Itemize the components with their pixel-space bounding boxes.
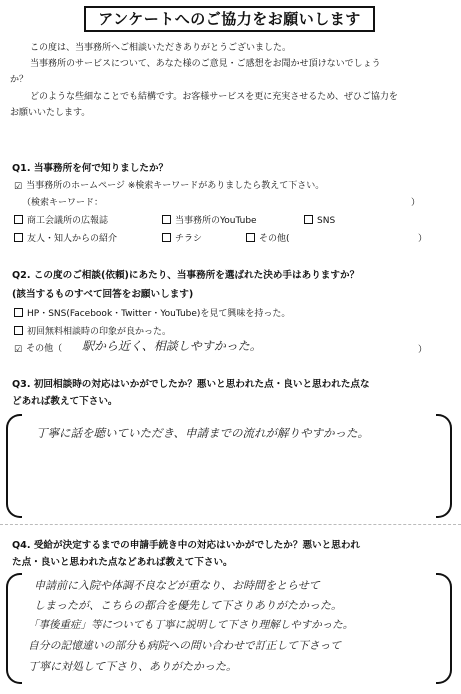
q4-question-line-1: Q4. 受給が決定するまでの申請手続き中の対応はいかがでしたか？悪いと思われ xyxy=(12,540,361,551)
q3-question-line-1: Q3. 初回相談時の対応はいかがでしたか？悪いと思われた点・良いと思われた点な xyxy=(12,379,370,390)
q1-option-sns-label: SNS xyxy=(317,216,336,226)
q4-question-line-2: た点・良いと思われた点などあれば教えて下さい。 xyxy=(12,557,233,568)
checkbox-icon xyxy=(304,215,313,224)
intro-line-1: この度は、当事務所へご相談いただきありがとうございました。 xyxy=(30,43,292,53)
checkbox-icon xyxy=(162,233,171,242)
q1-option-chamber[interactable] xyxy=(14,215,108,227)
scan-divider xyxy=(0,524,461,525)
q2-option-hp-sns-label: HP・SNS(Facebook・Twitter・YouTube)を見て興味を持った。 xyxy=(27,309,291,319)
q3-answer-bracket-right xyxy=(436,414,452,518)
q4-answer-bracket-left xyxy=(6,573,22,684)
intro-line-5: お願いいたします。 xyxy=(10,108,91,118)
q2-option-hp-sns[interactable] xyxy=(14,308,290,320)
q1-option-other[interactable] xyxy=(246,233,290,245)
q4-answer-line-4: 自分の記憶違いの部分も病院への問い合わせで訂正して下さって xyxy=(28,639,342,652)
q3-answer-bracket-left xyxy=(6,414,22,518)
q1-option-chamber-label: 商工会議所の広報誌 xyxy=(27,216,109,226)
q4-answer-line-3: 「事後重症」等についても丁寧に説明して下さり理解しやすかった。 xyxy=(28,619,354,631)
q2-option-other[interactable] xyxy=(14,343,62,355)
q2-question: Q2. この度のご相談(依頼)にあたり、当事務所を選ばれた決め手はありますか？ xyxy=(12,270,360,281)
q3-answer: 丁寧に話を聴いていただき、申請までの流れが解りやすかった。 xyxy=(36,426,370,440)
checkbox-icon xyxy=(14,215,23,224)
page-title: アンケートへのご協力をお願いします xyxy=(84,6,375,32)
q4-answer-line-1: 申請前に入院や体調不良などが重なり、お時間をとらせて xyxy=(34,579,320,592)
q1-option-flyer[interactable] xyxy=(162,233,202,245)
checkbox-icon xyxy=(162,215,171,224)
q1-option-friend[interactable] xyxy=(14,233,117,245)
q1-option-homepage-label: 当事務所のホームページ ※検索キーワードがありましたら教えて下さい。 xyxy=(26,181,325,191)
intro-line-3: か？ xyxy=(10,75,29,85)
q1-option-other-label: その他( xyxy=(259,234,290,244)
q1-keyword-close: ） xyxy=(411,198,421,208)
q4-answer-bracket-right xyxy=(436,573,452,684)
q2-note: (該当するものすべて回答をお願いします) xyxy=(12,289,194,300)
q1-option-youtube[interactable] xyxy=(162,215,257,227)
q1-option-youtube-label: 当事務所のYouTube xyxy=(175,216,257,226)
q2-other-checked-icon: ☑ xyxy=(14,345,23,355)
q1-option-homepage[interactable] xyxy=(14,180,324,192)
q1-option-flyer-label: チラシ xyxy=(175,234,203,244)
q1-question: Q1. 当事務所を何で知りましたか？ xyxy=(12,163,169,174)
q1-other-close: ） xyxy=(418,234,428,244)
q1-option-sns[interactable] xyxy=(304,215,335,227)
q2-other-close: ） xyxy=(418,345,428,355)
q2-option-other-label: その他（ xyxy=(26,344,63,354)
q1-homepage-checked-icon: ☑ xyxy=(14,182,23,192)
q2-option-first-consult-label: 初回無料相談時の印象が良かった。 xyxy=(27,327,172,337)
intro-line-4: どのような些細なことでも結構です。お客様サービスを更に充実させるため、ぜひご協力を xyxy=(30,92,398,102)
q3-question-line-2: どあれば教えて下さい。 xyxy=(12,396,118,407)
q1-keyword-label: （検索キーワード： xyxy=(22,198,104,208)
intro-line-2: 当事務所のサービスについて、あなた様のご意見・ご感想をお聞かせ頂けないでしょう xyxy=(30,59,381,69)
q1-option-friend-label: 友人・知人からの紹介 xyxy=(27,234,118,244)
q2-option-first-consult[interactable] xyxy=(14,326,171,338)
checkbox-icon xyxy=(246,233,255,242)
checkbox-icon xyxy=(14,326,23,335)
q4-answer-line-5: 丁寧に対処して下さり、ありがたかった。 xyxy=(28,660,237,673)
checkbox-icon xyxy=(14,308,23,317)
q4-answer-line-2: しまったが、こちらの都合を優先して下さりありがたかった。 xyxy=(34,599,342,612)
q2-other-answer: 駅から近く、相談しやすかった。 xyxy=(82,339,262,353)
checkbox-icon xyxy=(14,233,23,242)
